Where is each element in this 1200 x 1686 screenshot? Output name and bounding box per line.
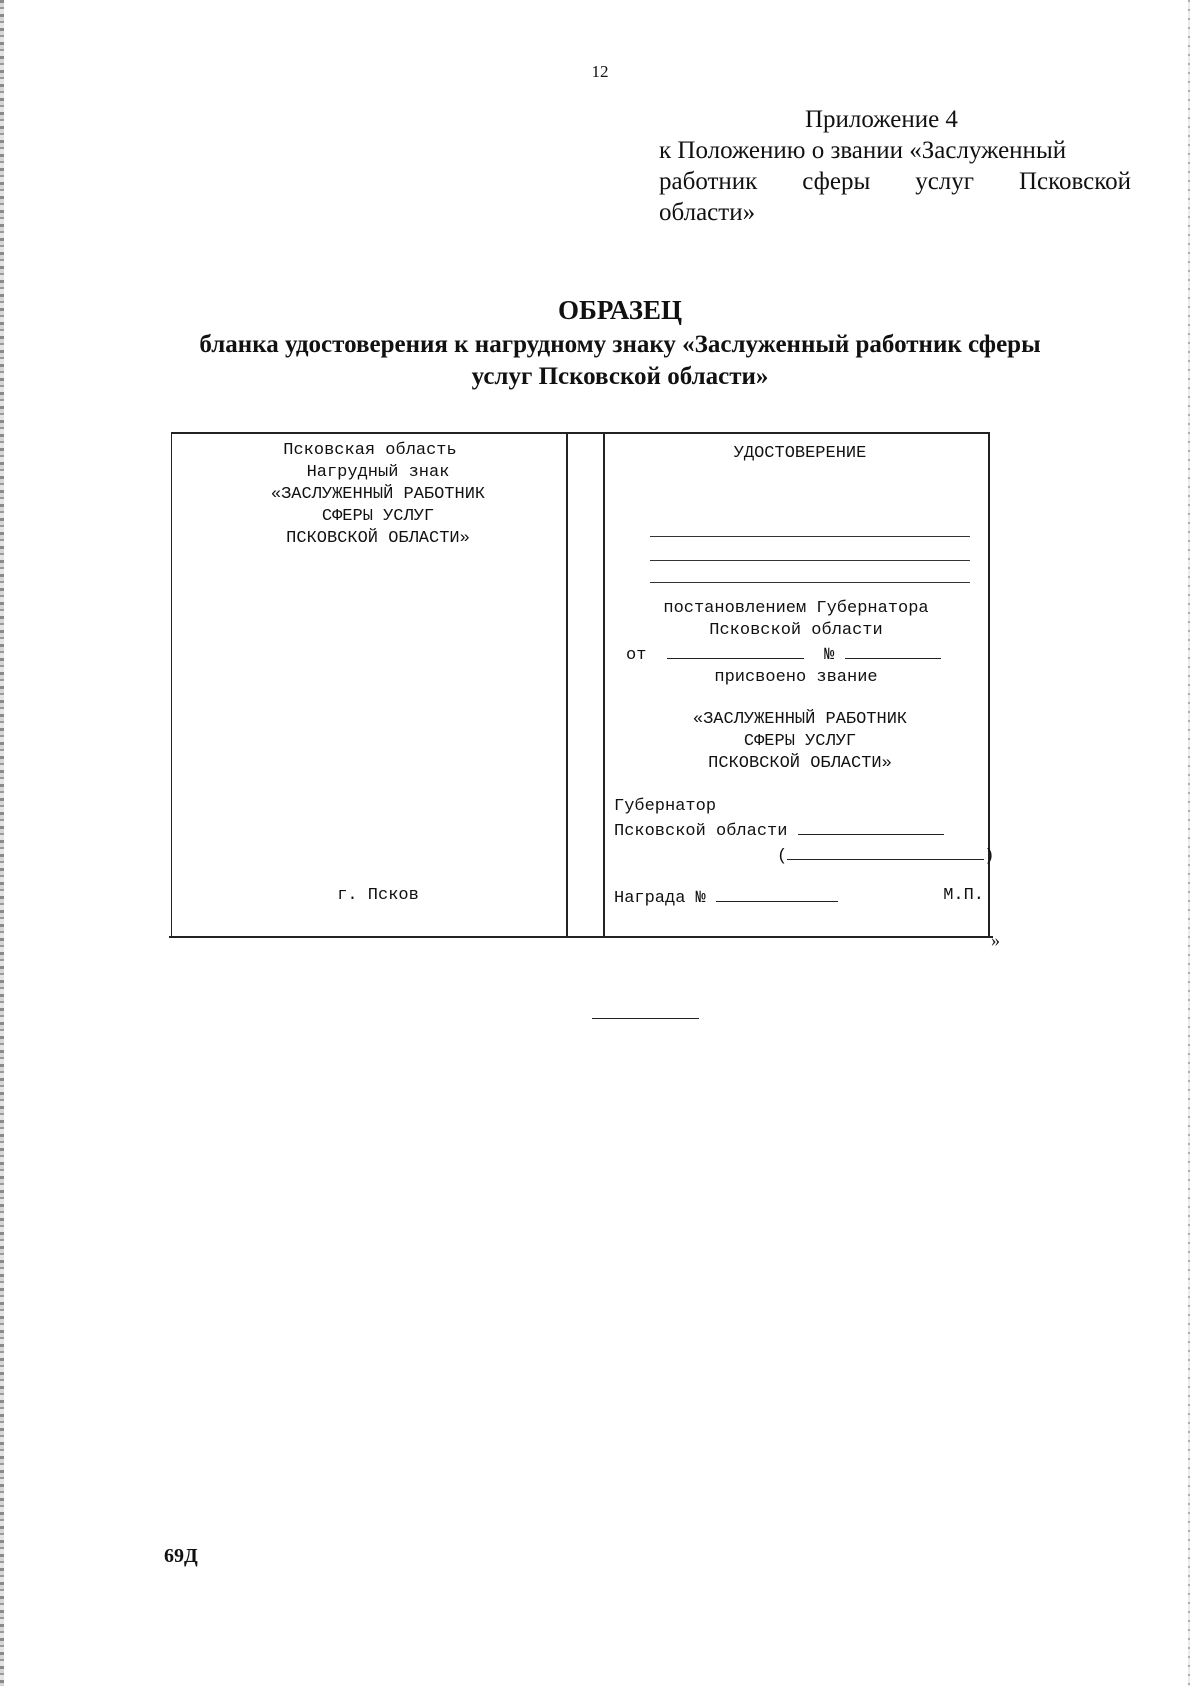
form-spine-left bbox=[566, 432, 568, 938]
form-city: г. Псков bbox=[337, 886, 419, 905]
award-line bbox=[614, 885, 984, 910]
footer-code: 69Д bbox=[164, 1545, 198, 1567]
form-spine-right bbox=[603, 432, 605, 938]
decree-block bbox=[626, 598, 966, 689]
subtitle-line-1: бланка удостоверения к нагрудному знаку «Заслуженный работник сферы bbox=[199, 331, 1041, 358]
decree-line-2: Псковской области bbox=[709, 621, 883, 640]
form-left-page bbox=[200, 440, 556, 550]
honorary-title-block bbox=[640, 709, 960, 775]
document-title: ОБРАЗЕЦ bbox=[558, 295, 682, 325]
annex-line-3: работник сферы услуг Псковской bbox=[659, 168, 1131, 195]
annex-line-4: области» bbox=[659, 199, 756, 226]
governor-signature-block bbox=[614, 796, 995, 868]
paren-open: ( bbox=[777, 847, 788, 866]
blank-line-1 bbox=[650, 536, 970, 537]
document-subtitle bbox=[120, 329, 1120, 393]
left-title-line-1: «ЗАСЛУЖЕННЫЙ РАБОТНИК bbox=[270, 485, 486, 504]
award-label: Награда № bbox=[614, 889, 706, 908]
left-region: Псковская область bbox=[283, 441, 457, 460]
honorary-title-line-1: «ЗАСЛУЖЕННЫЙ РАБОТНИК bbox=[692, 710, 908, 729]
awarded-label: присвоено звание bbox=[714, 668, 878, 687]
annex-block bbox=[659, 104, 1131, 228]
number-blank bbox=[845, 642, 941, 659]
honorary-title-line-3: ПСКОВСКОЙ ОБЛАСТИ» bbox=[708, 754, 892, 773]
blank-line-2 bbox=[650, 560, 970, 561]
signature-blank bbox=[798, 818, 944, 835]
governor-line-2: Псковской области bbox=[614, 822, 788, 841]
date-blank bbox=[667, 642, 804, 659]
date-prefix: от bbox=[626, 646, 647, 665]
end-rule bbox=[592, 1018, 699, 1019]
blank-line-3 bbox=[650, 582, 970, 583]
closing-quote: » bbox=[991, 930, 1000, 950]
name-blank bbox=[787, 843, 984, 860]
award-number-blank bbox=[716, 885, 838, 902]
paren-close: ) bbox=[984, 847, 995, 866]
left-badge-label: Нагрудный знак bbox=[306, 463, 450, 482]
scan-edge-left bbox=[0, 0, 4, 1686]
decree-line-1: постановлением Губернатора bbox=[663, 599, 929, 618]
form-bottom-line bbox=[169, 936, 993, 938]
page-number: 12 bbox=[591, 62, 609, 81]
annex-title: Приложение 4 bbox=[805, 106, 958, 133]
annex-line-2: к Положению о звании «Заслуженный bbox=[659, 137, 1067, 164]
number-sign: № bbox=[824, 646, 835, 665]
certificate-title: УДОСТОВЕРЕНИЕ bbox=[733, 444, 867, 463]
left-title-line-3: ПСКОВСКОЙ ОБЛАСТИ» bbox=[286, 529, 470, 548]
governor-line-1: Губернатор bbox=[614, 797, 717, 816]
honorary-title-line-2: СФЕРЫ УСЛУГ bbox=[743, 732, 857, 751]
seal-place: М.П. bbox=[943, 886, 984, 905]
scan-edge-right bbox=[1188, 0, 1190, 1686]
subtitle-line-2: услуг Псковской области» bbox=[471, 363, 769, 390]
left-title-line-2: СФЕРЫ УСЛУГ bbox=[321, 507, 435, 526]
